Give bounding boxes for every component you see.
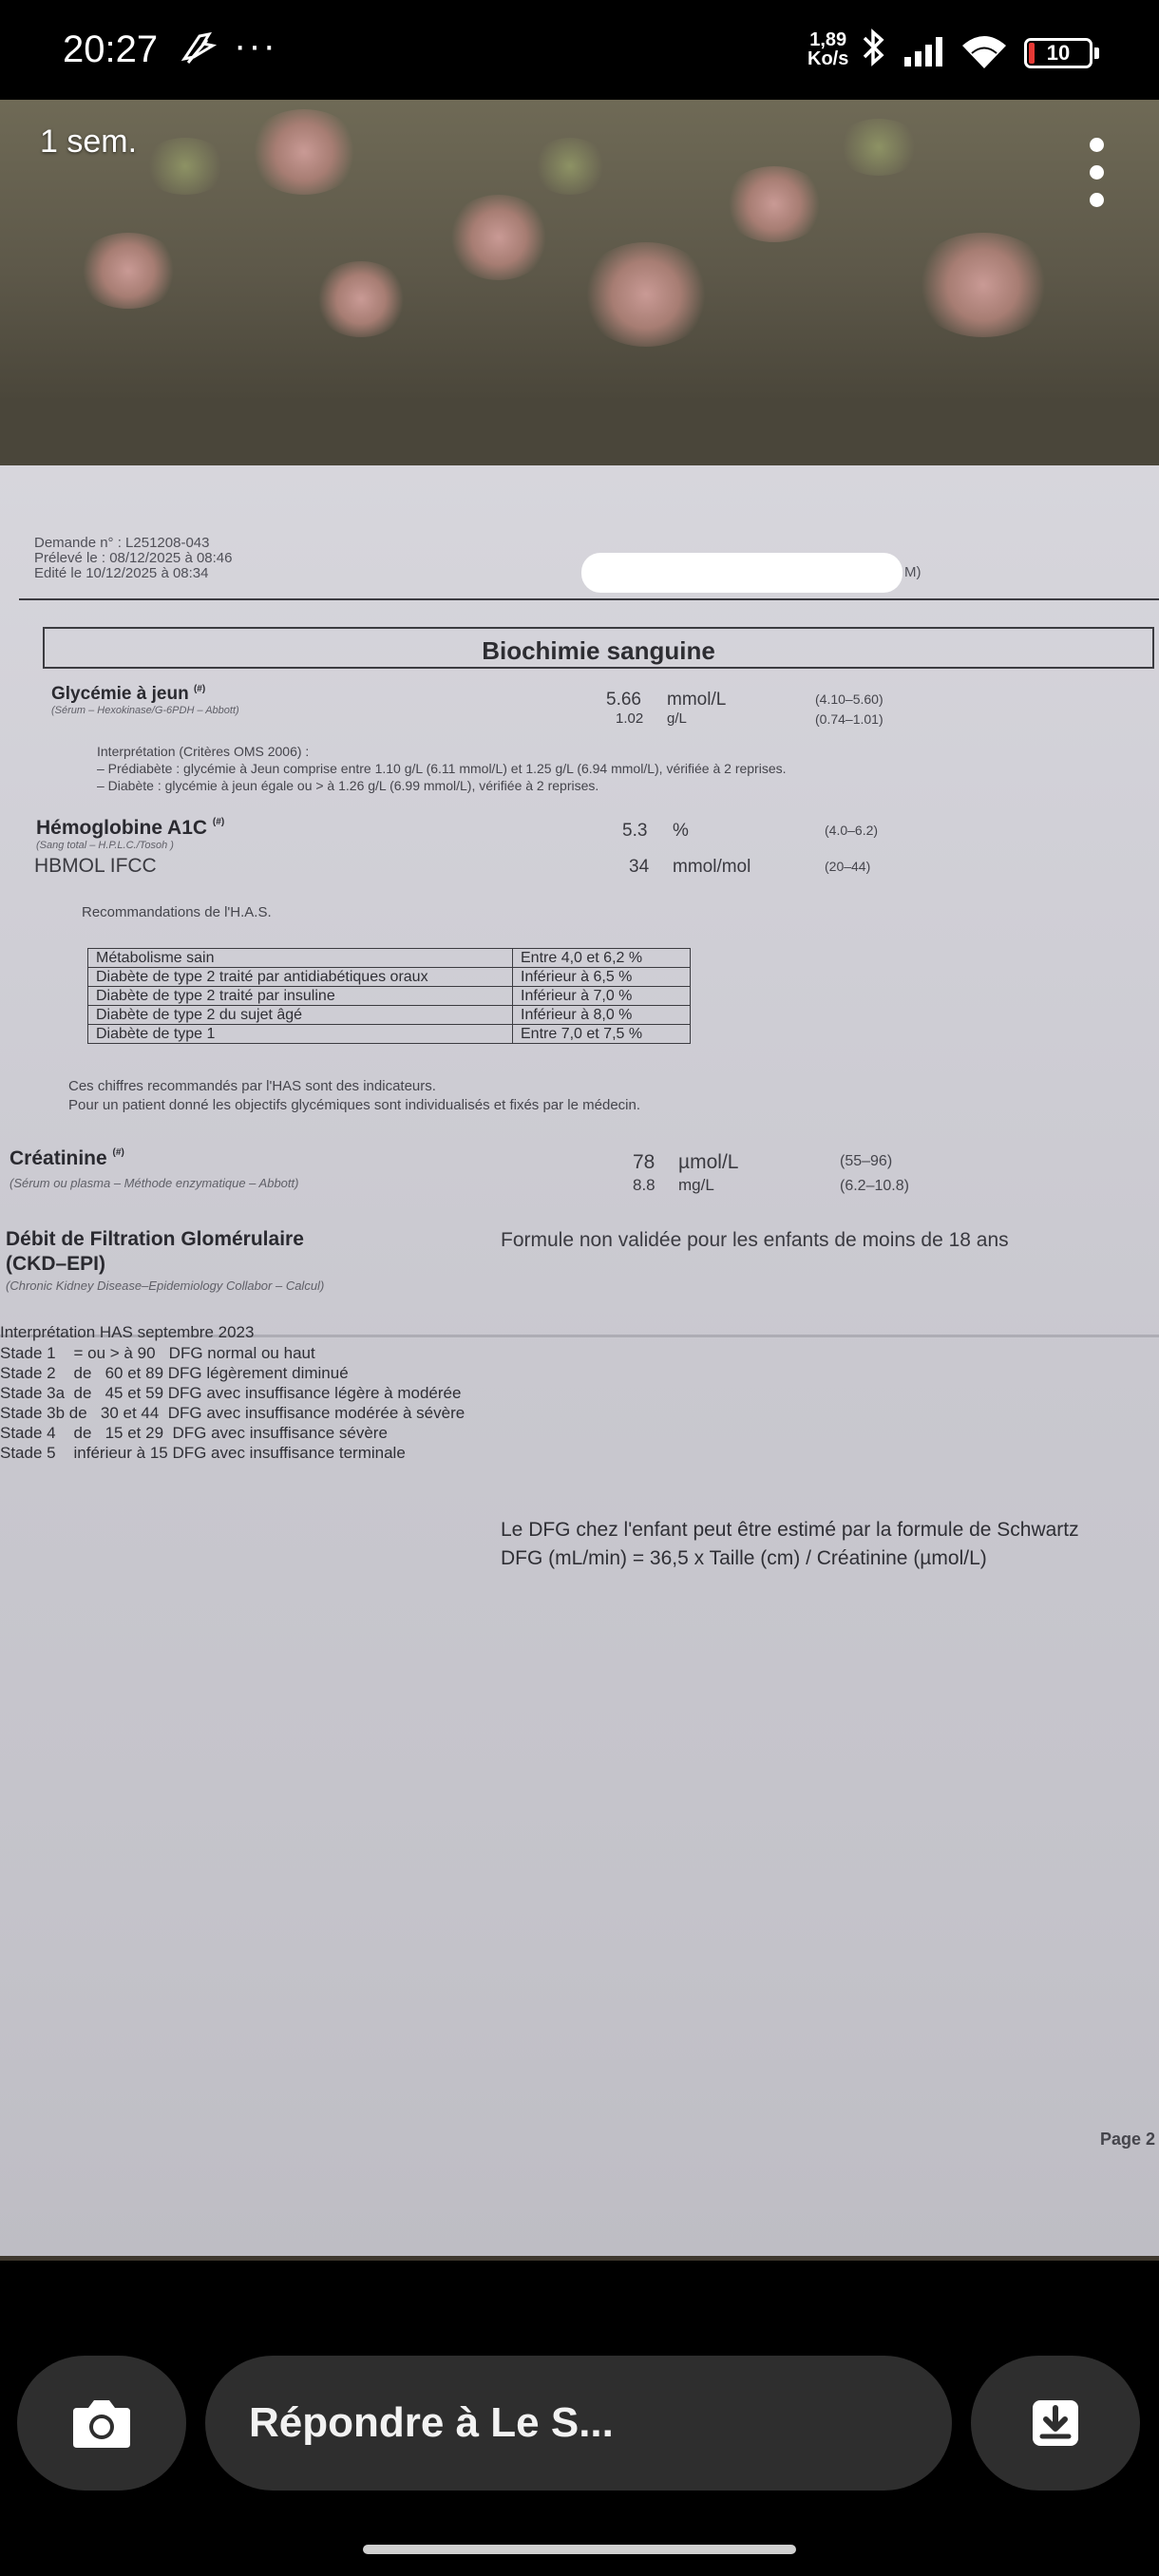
has-target-cell: Entre 7,0 et 7,5 % [513,1025,691,1044]
creatinine-method: (Sérum ou plasma – Méthode enzymatique – Abbott) [10,1176,299,1190]
glycemie-interpretation: Interprétation (Critères OMS 2006) : – Prédiabète : glycémie à Jeun comprise entre 1.10 g/L (6.11 mmol/L) et 1.25 g/L (6.94 mmol/L), vérifiée à 2 reprises. – Diabète : glycémie à jeun égale ou > à 1.26 g/L (6.99 mmol/L), vérifiée à 2 reprises. [97,744,787,793]
has-category-cell: Métabolisme sain [88,949,513,968]
fabric-flower [722,166,826,242]
story-photo[interactable] [0,100,1159,2261]
stade-item: Stade 2 de 60 et 89 DFG légèrement diminué [0,1364,349,1382]
header-suffix: M) [904,564,922,580]
table-row [88,949,691,968]
has-category-cell: Diabète de type 1 [88,1025,513,1044]
creatinine-unit-mgl: mg/L [678,1176,714,1194]
more-notifications-icon: ··· [234,25,277,66]
bluetooth-icon [861,28,887,76]
fabric-leaf [836,119,922,176]
hba1c-label: Hémoglobine A1C (#) [36,817,225,839]
story-time-ago: 1 sem. [40,123,138,160]
notification-icon [180,30,218,73]
lab-report-page [0,465,1159,2256]
table-row [88,968,691,987]
schwartz-formula: Le DFG chez l'enfant peut être estimé par la formule de Schwartz DFG (mL/min) = 36,5 x Taille (cm) / Créatinine (µmol/L) [501,1519,1079,1569]
dfg-label: Débit de Filtration Glomérulaire (CKD–EPI) [6,1228,304,1275]
hbmol-label: HBMOL IFCC [34,855,157,877]
camera-icon [71,2395,132,2452]
table-row [88,1006,691,1025]
more-vertical-icon[interactable] [1083,138,1110,214]
dfg-note: Formule non validée pour les enfants de moins de 18 ans [501,1229,1009,1251]
has-notes: Ces chiffres recommandés par l'HAS sont des indicateurs. Pour un patient donné les objectifs glycémiques sont individualisés et fixés par le médecin. [68,1078,641,1113]
has-title: Recommandations de l'H.A.S. [82,904,272,920]
hba1c-unit: % [673,821,689,841]
has-category-cell: Diabète de type 2 traité par insuline [88,987,513,1006]
creatinine-value-mgl: 8.8 [633,1176,656,1194]
stade-item: Stade 3b de 30 et 44 DFG avec insuffisance modérée à sévère [0,1404,466,1422]
has-category-cell: Diabète de type 2 du sujet âgé [88,1006,513,1025]
reply-input[interactable] [205,2356,952,2491]
has-recommendations-table [87,948,691,1044]
reply-placeholder: Répondre à Le S... [249,2399,614,2446]
section-title: Biochimie sanguine [482,636,715,665]
stade-item: Stade 1 = ou > à 90 DFG normal ou haut [0,1344,315,1362]
battery-tip [1094,47,1099,59]
hba1c-range: (4.0–6.2) [825,823,879,838]
camera-button[interactable] [17,2356,186,2491]
has-target-cell: Inférieur à 8,0 % [513,1006,691,1025]
save-button[interactable] [971,2356,1140,2491]
hbmol-unit: mmol/mol [673,857,751,877]
report-header: Demande n° : L251208-043 Prélevé le : 08/12/2025 à 08:46 Edité le 10/12/2025 à 08:34 [34,535,233,581]
status-time: 20:27 [63,28,159,70]
hba1c-value: 5.3 [622,821,648,841]
table-row [88,987,691,1006]
fabric-flower [76,233,180,309]
fabric-leaf [142,138,228,195]
has-category-cell: Diabète de type 2 traité par antidiabétiques oraux [88,968,513,987]
glycemie-value-gl: 1.02 [616,710,644,727]
wifi-icon [960,34,1009,70]
header-divider [19,598,1159,600]
network-speed: 1,89 Ko/s [808,29,849,69]
stade-item: Stade 5 inférieur à 15 DFG avec insuffisance terminale [0,1444,406,1462]
has-target-cell: Inférieur à 6,5 % [513,968,691,987]
fabric-flower [580,242,712,347]
has-target-cell: Entre 4,0 et 6,2 % [513,949,691,968]
stades-title: Interprétation HAS septembre 2023 [0,1323,255,1341]
signal-icon [902,34,950,68]
table-row [88,1025,691,1044]
redacted-name [581,553,902,593]
creatinine-label: Créatinine (#) [10,1147,124,1169]
stade-item: Stade 4 de 15 et 29 DFG avec insuffisance sévère [0,1424,388,1442]
glycemie-method: (Sérum – Hexokinase/G-6PDH – Abbott) [51,705,239,716]
hbmol-value: 34 [629,857,650,877]
section-header [43,627,1154,669]
home-indicator[interactable] [363,2545,796,2554]
fabric-leaf [532,138,608,195]
download-icon [1031,2398,1080,2448]
glycemie-range-mmol: (4.10–5.60) [815,691,884,707]
glycemie-value-mmol: 5.66 [606,690,641,710]
glycemie-unit-mmol: mmol/L [667,690,727,710]
creatinine-unit-umol: µmol/L [678,1151,739,1173]
glycemie-range-gl: (0.74–1.01) [815,711,884,727]
hbmol-range: (20–44) [825,859,871,874]
creatinine-value-umol: 78 [633,1151,656,1173]
status-bar [0,0,1159,100]
battery-icon: 10 [1024,38,1092,68]
fabric-flower [912,233,1054,337]
fabric-flower [314,261,408,337]
fabric-flower [446,195,551,280]
hba1c-method: (Sang total – H.P.L.C./Tosoh ) [36,840,174,851]
has-target-cell: Inférieur à 7,0 % [513,987,691,1006]
page-number: Page 2 [1100,2130,1156,2149]
fabric-flower [247,109,361,195]
stades-list [0,1343,465,1463]
glycemie-label: Glycémie à jeun (#) [51,684,206,704]
creatinine-range-umol: (55–96) [840,1153,893,1169]
creatinine-range-mgl: (6.2–10.8) [840,1178,909,1194]
stade-item: Stade 3a de 45 et 59 DFG avec insuffisance légère à modérée [0,1384,462,1402]
glycemie-unit-gl: g/L [667,710,687,727]
dfg-method: (Chronic Kidney Disease–Epidemiology Collabor – Calcul) [6,1279,325,1293]
